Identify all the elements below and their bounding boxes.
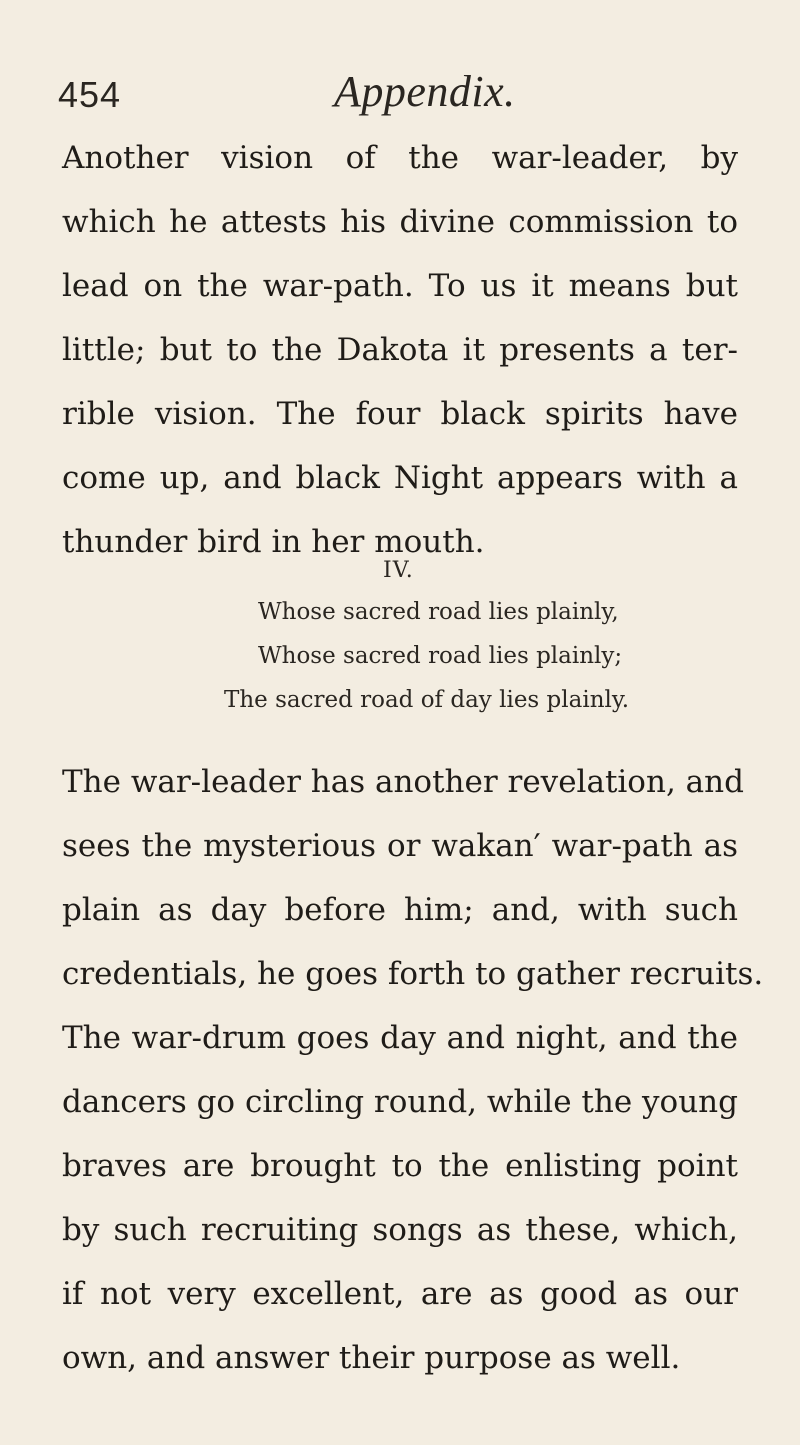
paragraph-revelation (62, 750, 764, 1390)
text-line: little; but to the Dakota it presents a ter- (62, 332, 738, 368)
text-line: braves are brought to the enlisting point (62, 1148, 738, 1184)
page-header (0, 0, 800, 120)
page-number: 454 (58, 74, 122, 115)
text-line: which he attests his divine commission to (62, 204, 738, 240)
verse-line: Whose sacred road lies plainly, (258, 599, 619, 625)
verse-number: IV. (383, 558, 414, 583)
text-line: dancers go circling round, while the young (62, 1084, 738, 1120)
text-line: own, and answer their purpose as well. (62, 1340, 681, 1376)
text-line: if not very excellent, are as good as our (62, 1276, 738, 1312)
text-line: credentials, he goes forth to gather recruits. (62, 956, 764, 992)
verse-line: Whose sacred road lies plainly; (258, 643, 623, 669)
text-line: by such recruiting songs as these, which, (62, 1212, 738, 1248)
text-line: plain as day before him; and, with such (62, 892, 738, 928)
text-line: thunder bird in her mouth. (62, 524, 485, 560)
text-line: rible vision. The four black spirits have (62, 396, 738, 432)
paragraph-vision (62, 126, 738, 574)
running-head: Appendix. (334, 67, 516, 116)
text-line: come up, and black Night appears with a (62, 460, 738, 496)
text-line: The war-leader has another revelation, and (62, 764, 744, 800)
verse-lines (0, 590, 800, 722)
verse-line: The sacred road of day lies plainly. (224, 687, 630, 713)
text-line: The war-drum goes day and night, and the (62, 1020, 738, 1056)
text-line: Another vision of the war-leader, by (62, 140, 738, 176)
text-line: lead on the war-path. To us it means but (62, 268, 738, 304)
text-line: sees the mysterious or wakan′ war-path as (62, 828, 738, 864)
